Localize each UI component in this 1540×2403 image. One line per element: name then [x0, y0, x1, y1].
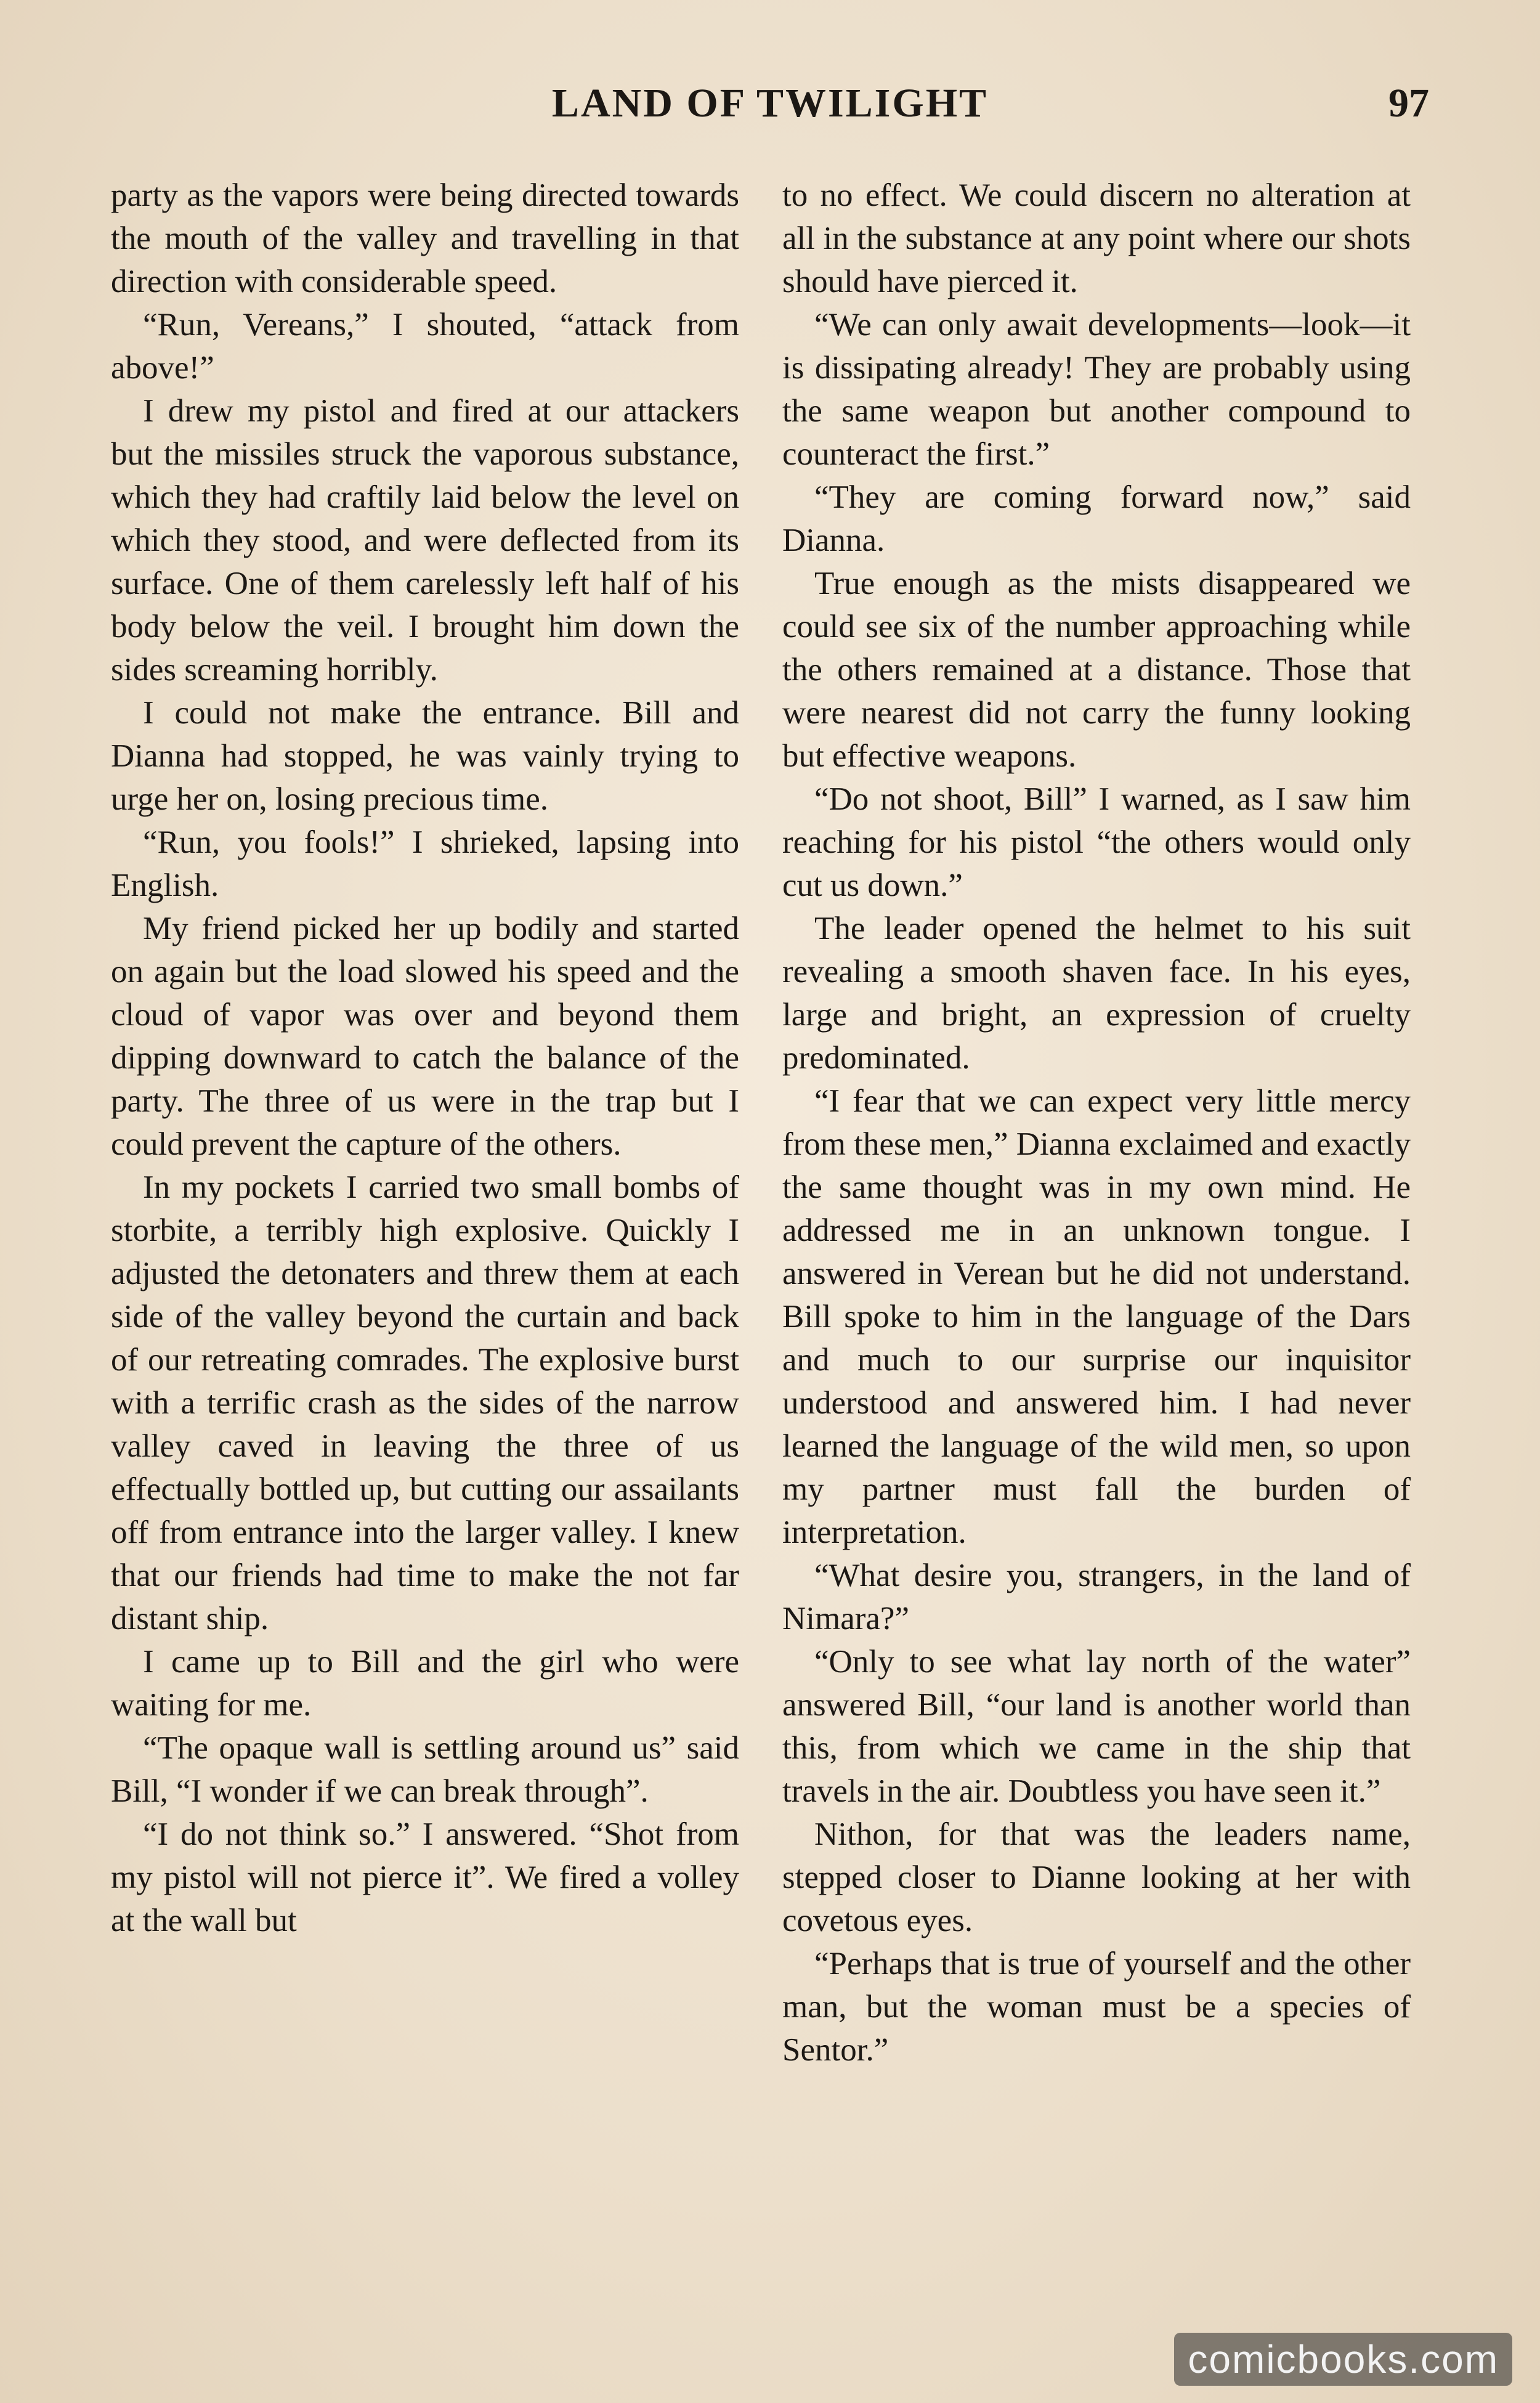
paragraph: “They are coming forward now,” said Dianna.	[782, 479, 1411, 558]
text-columns	[111, 174, 1411, 2263]
paragraph: “Run, Vereans,” I shouted, “attack from above!”	[111, 307, 739, 386]
right-column	[782, 174, 1411, 2263]
left-column	[111, 174, 739, 2263]
paragraph: My friend picked her up bodily and started on again but the load slowed his speed and the cloud of vapor was over and beyond them dipping downward to catch the balance of the party. The three of us were in the trap but I could prevent the capture of the others.	[111, 911, 739, 1162]
paragraph: “Perhaps that is true of yourself and the other man, but the woman must be a species of Sentor.”	[782, 1946, 1411, 2068]
paragraph: “The opaque wall is settling around us” said Bill, “I wonder if we can break through”.	[111, 1730, 739, 1809]
paragraph: “We can only await developments—look—it is dissipating already! They are probably using the same weapon but another compound to counteract the first.”	[782, 307, 1411, 472]
paragraph: I drew my pistol and fired at our attackers but the missiles struck the vaporous substance, which they had craftily laid below the level on which they stood, and were deflected from its surface. One of them carelessly left half of his body below the veil. I brought him down the sides screaming horribly.	[111, 393, 739, 688]
paragraph: “Only to see what lay north of the water” answered Bill, “our land is another world than this, from which we came in the ship that travels in the air. Doubtless you have seen it.”	[782, 1644, 1411, 1809]
paragraph: Nithon, for that was the leaders name, stepped closer to Dianne looking at her with covetous eyes.	[782, 1816, 1411, 1938]
page-header	[111, 80, 1429, 136]
paragraph: “I fear that we can expect very little mercy from these men,” Dianna exclaimed and exactly the same thought was in my own mind. He addressed me in an unknown tongue. I answered in Verean but he did not understand. Bill spoke to him in the language of the Dars and much to our surprise our inquisitor understood and answered him. I had never learned the language of the wild men, so upon my partner must fall the burden of interpretation.	[782, 1083, 1411, 1550]
running-title: LAND OF TWILIGHT	[551, 81, 989, 126]
paragraph: party as the vapors were being directed towards the mouth of the valley and travelling in that direction with considerable speed.	[111, 177, 739, 299]
paragraph: “I do not think so.” I answered. “Shot from my pistol will not pierce it”. We fired a volley at the wall but	[111, 1816, 739, 1938]
page-number: 97	[1388, 81, 1429, 126]
paragraph: “Do not shoot, Bill” I warned, as I saw him reaching for his pistol “the others would only cut us down.”	[782, 781, 1411, 903]
paragraph: “Run, you fools!” I shrieked, lapsing into English.	[111, 824, 739, 903]
paragraph: I could not make the entrance. Bill and Dianna had stopped, he was vainly trying to urge her on, losing precious time.	[111, 695, 739, 817]
paragraph: The leader opened the helmet to his suit revealing a smooth shaven face. In his eyes, large and bright, an expression of cruelty predominated.	[782, 911, 1411, 1076]
site-watermark: comicbooks.com	[1174, 2333, 1512, 2386]
paragraph: In my pockets I carried two small bombs of storbite, a terribly high explosive. Quickly I adjusted the detonaters and threw them at each side of the valley beyond the curtain and back of our retreating comrades. The explosive burst with a terrific crash as the sides of the narrow valley caved in leaving the three of us effectually bottled up, but cutting our assailants off from entrance into the larger valley. I knew that our friends had time to make the not far distant ship.	[111, 1169, 739, 1637]
paragraph: I came up to Bill and the girl who were waiting for me.	[111, 1644, 739, 1723]
paragraph: “What desire you, strangers, in the land of Nimara?”	[782, 1558, 1411, 1637]
paragraph: True enough as the mists disappeared we could see six of the number approaching while the others remained at a distance. Those that were nearest did not carry the funny looking but effective weapons.	[782, 566, 1411, 774]
paragraph: to no effect. We could discern no alteration at all in the substance at any point where our shots should have pierced it.	[782, 177, 1411, 299]
